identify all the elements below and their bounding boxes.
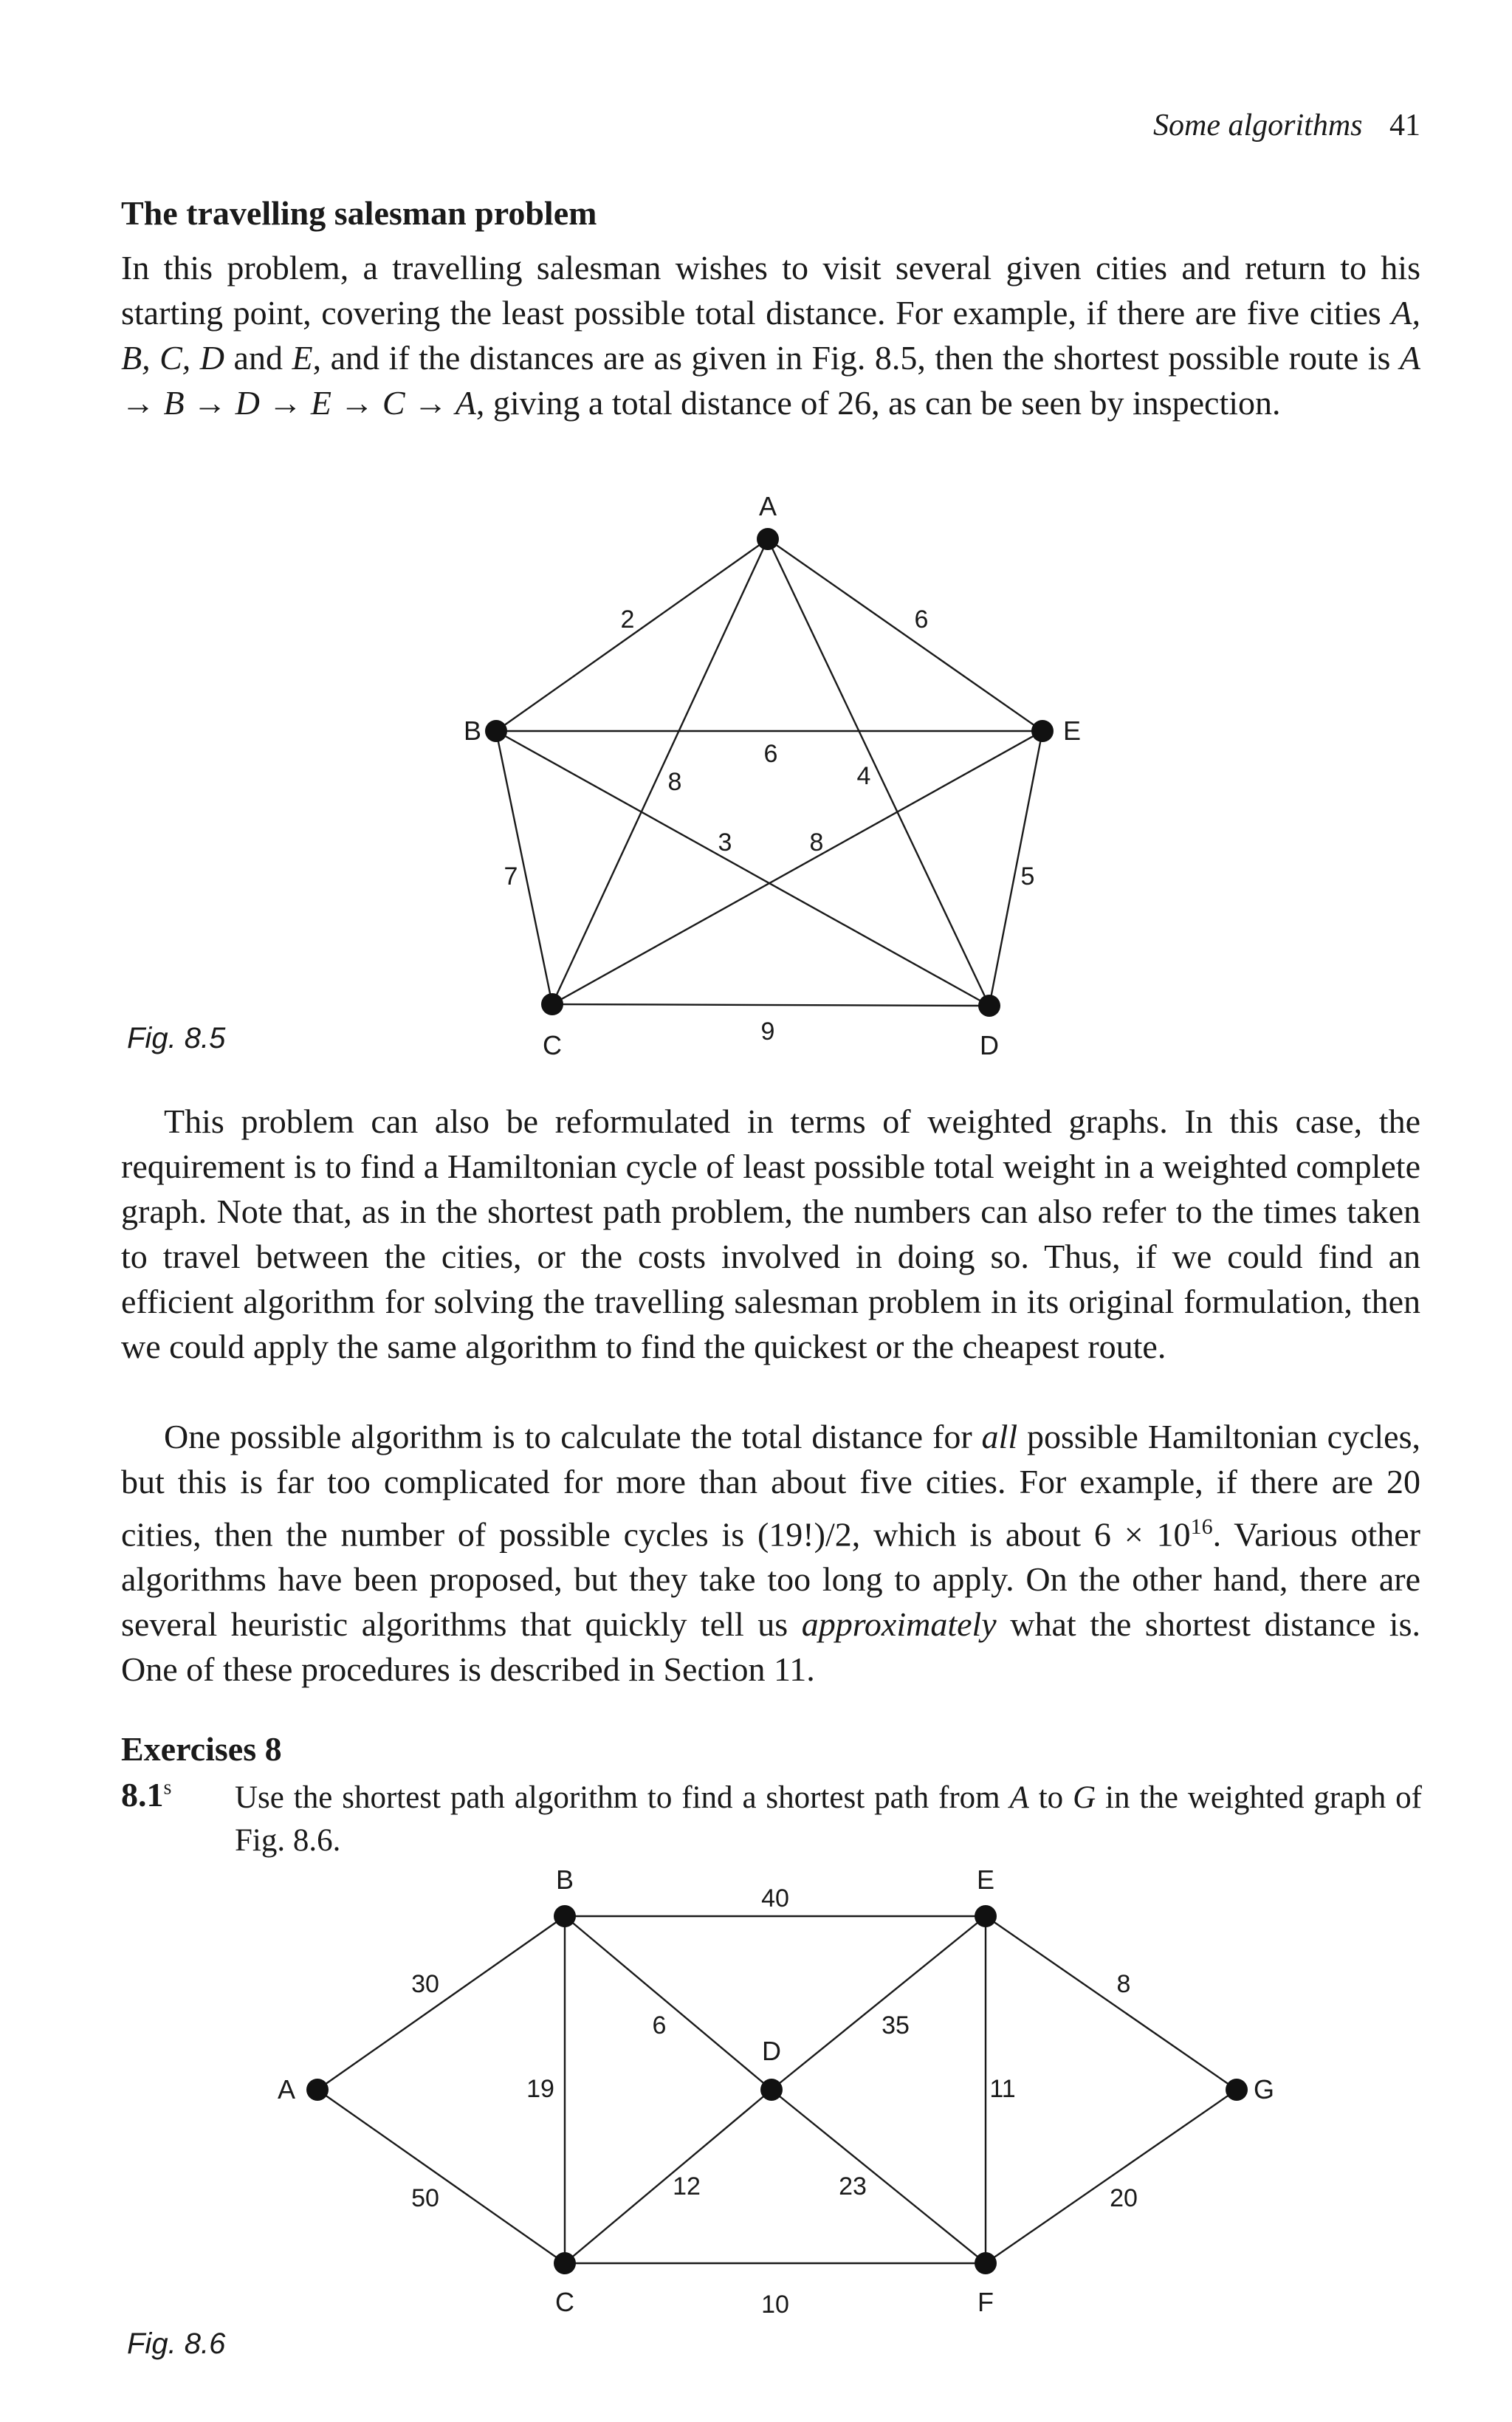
paragraph-intro	[121, 245, 1420, 425]
city-e: E	[292, 339, 313, 377]
text-run: possible Hamiltonian cycles, but this is far too complicated for more than about five cities. For example, if there are 20 cities, then the number of possible cycles is (19!)/2, which is about 6 × 10	[121, 1418, 1420, 1554]
edge-d-e	[772, 1916, 986, 2090]
vertex-e	[975, 1905, 997, 1927]
text-run: what the shortest distance is. One of these procedures is described in Section 11.	[121, 1605, 1420, 1689]
edge-weight-e-g: 8	[1116, 1970, 1131, 1998]
route: A → B → D → E → C → A	[121, 339, 1421, 422]
edge-weight-f-g: 20	[1110, 2184, 1138, 2212]
edge-weight-a-d: 4	[856, 762, 871, 790]
text-run: . Various other algorithms have been proposed, but they take too long to apply. On the other hand, there are several heuristic algorithms that quickly tell us	[121, 1515, 1420, 1644]
text-run: Use the shortest path algorithm to find a shortest path from	[235, 1780, 1010, 1815]
edge-weight-a-c: 50	[411, 2184, 439, 2212]
edge-a-e	[768, 539, 1042, 731]
vertex-d	[978, 995, 1000, 1017]
vertex-label-c: C	[543, 1030, 562, 1060]
edge-weight-c-e: 8	[809, 829, 824, 857]
edge-weight-b-d: 3	[718, 829, 732, 857]
exercise-number	[121, 1775, 171, 1814]
edge-weight-e-f: 11	[989, 2075, 1016, 2103]
vertex-a	[757, 528, 779, 550]
vertex-b	[554, 1905, 576, 1927]
exercises-title: Exercises 8	[121, 1730, 282, 1768]
running-title: Some algorithms	[1153, 109, 1363, 143]
exercise-superscript: s	[163, 1776, 172, 1800]
vertex-label-b: B	[463, 716, 482, 746]
vertex-label-g: G	[1253, 2074, 1275, 2104]
vertex-label-d: D	[980, 1030, 999, 1060]
page-number: 41	[1389, 109, 1420, 143]
text-run: In this problem, a travelling salesman wishes to visit several given cities and return to his starting point, covering the least possible total distance. For example, if there are five cities	[121, 249, 1420, 332]
vertex-ref-g: G	[1073, 1780, 1096, 1815]
vertex-label-a: A	[758, 491, 777, 521]
edge-weight-a-b: 30	[411, 1970, 439, 1998]
vertex-label-c: C	[555, 2287, 574, 2317]
vertex-d	[760, 2079, 783, 2101]
vertex-e	[1031, 720, 1054, 742]
edge-a-b	[317, 1916, 565, 2090]
vertex-f	[975, 2252, 997, 2274]
paragraph-algorithms	[121, 1414, 1420, 1692]
exercise-text	[235, 1777, 1422, 1862]
emphasis-all: all	[981, 1418, 1018, 1455]
text-run: One possible algorithm is to calculate the total distance for	[164, 1418, 982, 1455]
text-run: and	[224, 339, 292, 377]
section-title: The travelling salesman problem	[121, 194, 597, 232]
edge-weight-a-b: 2	[620, 606, 635, 634]
figure-caption-8-6: Fig. 8.6	[127, 2327, 226, 2360]
edge-d-f	[772, 2090, 986, 2263]
vertex-label-e: E	[1062, 716, 1082, 746]
edge-c-d	[565, 2090, 772, 2263]
edge-b-d	[565, 1916, 772, 2090]
edge-f-g	[986, 2090, 1237, 2263]
vertex-label-d: D	[762, 2036, 781, 2066]
vertex-b	[485, 720, 507, 742]
text-run: , and if the distances are as given in Fig. 8.5, then the shortest possible route is	[312, 339, 1400, 377]
edge-weight-e-d: 5	[1020, 862, 1035, 891]
vertex-ref-a: A	[1009, 1780, 1029, 1815]
vertex-label-a: A	[277, 2074, 296, 2104]
edge-a-b	[496, 539, 768, 731]
vertex-c	[541, 993, 563, 1015]
text-run: This problem can also be reformulated in terms of weighted graphs. In this case, the requirement is to find a Hamiltonian cycle of least possible total weight in a weighted complete graph. Note that, as in the shortest path problem, the numbers can also refer to the times taken to travel between the cities, or the costs involved in doing so. Thus, if we could find an efficient algorithm for solving the travelling salesman problem in its original formulation, then we could apply the same algorithm to find the quickest or the cheapest route.	[121, 1102, 1420, 1365]
exponent: 16	[1190, 1514, 1213, 1539]
paragraph-reformulation	[121, 1099, 1420, 1369]
text-run: , giving a total distance of 26, as can be seen by inspection.	[475, 384, 1281, 422]
cities-list: A, B, C, D	[121, 294, 1420, 377]
emphasis-approximately: approximately	[801, 1605, 997, 1644]
text-run: in the weighted graph of Fig. 8.6.	[235, 1780, 1423, 1858]
figure-8-5-graph	[413, 480, 1093, 1071]
vertex-a	[306, 2079, 329, 2101]
text-run: to	[1028, 1780, 1073, 1815]
edge-weight-a-e: 6	[914, 606, 929, 634]
vertex-c	[554, 2252, 576, 2274]
edge-weight-b-e: 6	[763, 740, 778, 768]
edge-weight-d-e: 35	[882, 2011, 910, 2040]
figure-8-6-graph	[251, 1861, 1285, 2333]
vertex-label-f: F	[977, 2287, 994, 2317]
edge-weight-b-c: 19	[526, 2075, 554, 2103]
edge-weight-c-d: 12	[673, 2172, 701, 2200]
edge-e-g	[986, 1916, 1237, 2090]
running-header	[1153, 108, 1420, 143]
vertex-label-e: E	[976, 1864, 995, 1895]
edge-weight-c-d: 9	[760, 1018, 775, 1046]
edge-a-c	[552, 539, 768, 1004]
edge-weight-a-c: 8	[667, 768, 682, 796]
figure-caption-8-5: Fig. 8.5	[127, 1022, 226, 1054]
edge-weight-c-f: 10	[761, 2291, 789, 2319]
edge-weight-b-c: 7	[504, 862, 518, 891]
vertex-label-b: B	[555, 1864, 574, 1895]
edge-c-d	[552, 1004, 989, 1006]
exercise-number-text: 8.1	[121, 1776, 164, 1814]
edge-weight-d-f: 23	[839, 2172, 867, 2200]
edge-weight-b-d: 6	[652, 2011, 667, 2040]
edge-a-c	[317, 2090, 565, 2263]
edge-weight-b-e: 40	[761, 1884, 789, 1912]
vertex-g	[1226, 2079, 1248, 2101]
edge-a-d	[768, 539, 989, 1006]
